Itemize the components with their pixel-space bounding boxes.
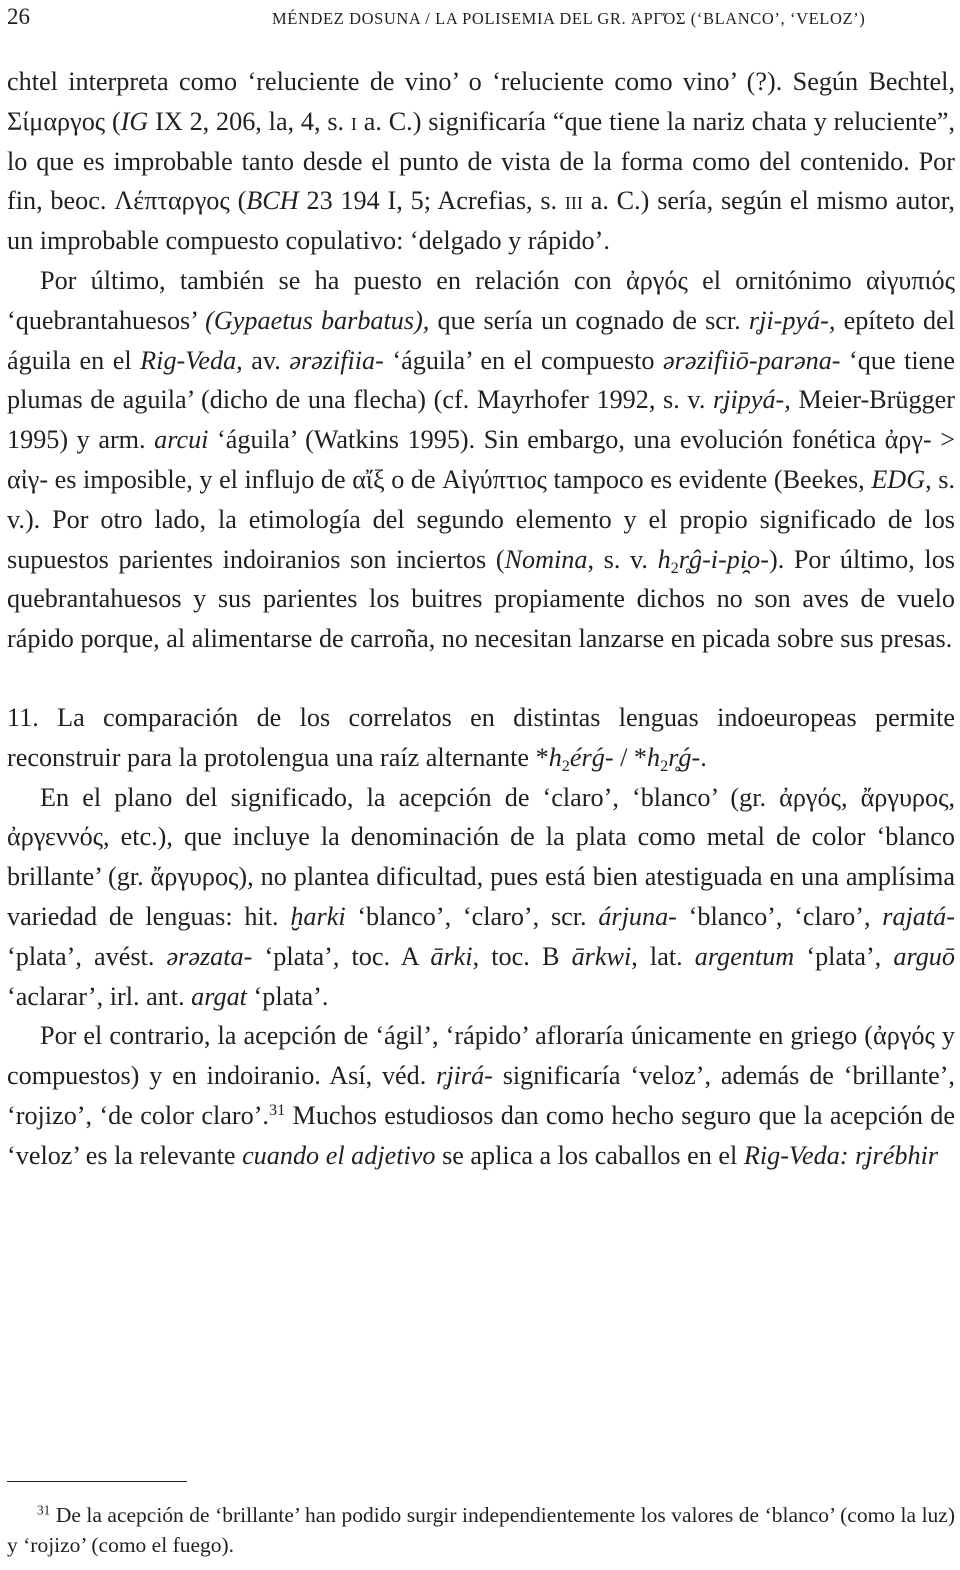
paragraph-claro-blanco: En el plano del significado, la acepción de ‘claro’, ‘blanco’ (gr. ἀργός, ἄργυρος, ἀργεννός, etc.), que incluye la denominación de la plata como metal de color ‘blanco brillante’ (gr. ἄργυρος), no plantea dificultad, pues está bien atestiguada en una amplísima variedad de lenguas: hit. ḫarki ‘blanco’, ‘claro’, scr. árjuna- ‘blanco’, ‘claro’, rajatá- ‘plata’, avést. ərəzata- ‘plata’, toc. A ārki, toc. B ārkwi, lat. argentum ‘plata’, arguō ‘aclarar’, irl. ant. argat ‘plata’. [7,782,955,1011]
footnote-text: De la acepción de ‘brillante’ han podido surgir independientemente los valores de ‘blanco’ (como la luz) y ‘rojizo’ (como el fuego). [7,1503,955,1557]
footnote-reference[interactable]: 31 [268,1101,286,1119]
footnote-number: 31 [37,1502,51,1518]
paragraph-agil-rapido: Por el contrario, la acepción de ‘ágil’, ‘rápido’ afloraría únicamente en griego (ἀργός y compuestos) y en indoiranio. Así, véd. r̥jirá- significaría ‘veloz’, además de ‘brillante’, ‘rojizo’, ‘de color claro’.$^{31}$ Muchos estudiosos dan como hecho seguro que la acepción de ‘veloz’ es la relevante cuando el adjetivo se aplica a los caballos en el Rig-Veda: r̥jrébhir [7,1021,955,1170]
footnote-separator [7,1481,187,1482]
page-number: 26 [7,4,30,29]
running-header [7,6,952,30]
section-11-paragraph: 11. La comparación de los correlatos en distintas lenguas indoeuropeas permite reconstruir para la protolengua una raíz alternante $*h_2érǵ-$ / $*h_2r̥ǵ-$. [7,702,955,775]
paragraph-continuation: chtel interpreta como ‘reluciente de vino’ o ‘reluciente como vino’ (?). Según Bechtel, Σίμαργος (IG IX 2, 206, la, 4, s. i a. C.) significaría “que tiene la nariz chata y reluciente”, lo que es improbable tanto desde el punto de vista de la forma como del contenido. Por fin, beoc. Λέπταργος (BCH 23 194 I, 5; Acrefias, s. iii a. C.) sería, según el mismo autor, un improbable compuesto copulativo: ‘delgado y rápido’. [7,67,955,256]
article-body [7,62,955,1176]
footnote-31 [7,1500,955,1560]
paragraph-aigypios: Por último, también se ha puesto en relación con ἀργός el ornitónimo αἰγυπιός ‘quebrantahuesos’ (Gypaetus barbatus), que sería un cognado de scr. r̥ji-pyá-, epíteto del águila en el Rig-Veda, av. ərəzifiia- ‘águila’ en el compuesto ərəzifiiō-parəna- ‘que tiene plumas de aguila’ (dicho de una flecha) (cf. Mayrhofer 1992, s. v. r̥jipyá-, Meier-Brügger 1995) y arm. arcui ‘águila’ (Watkins 1995). Sin embargo, una evolución fonética ἀργ- > αἰγ- es imposible, y el influjo de αἴξ o de Αἰγύπτιος tampoco es evidente (Beekes, EDG, s. v.). Por otro lado, la etimología del segundo elemento y el propio significado de los supuestos parientes indoiranios son inciertos (Nomina, s. v. $h_2r̥ĝ-i-pi̯o-$). Por último, los quebrantahuesos y sus parientes los buitres propiamente dichos no son aves de vuelo rápido porque, al alimentarse de carroña, no necesitan lanzarse en picada sobre sus presas. [7,265,956,654]
running-head: MÉNDEZ DOSUNA / LA POLISEMIA DEL GR. ἈΡΓΌΣ (‘BLANCO’, ‘VELOZ’) [272,9,866,28]
